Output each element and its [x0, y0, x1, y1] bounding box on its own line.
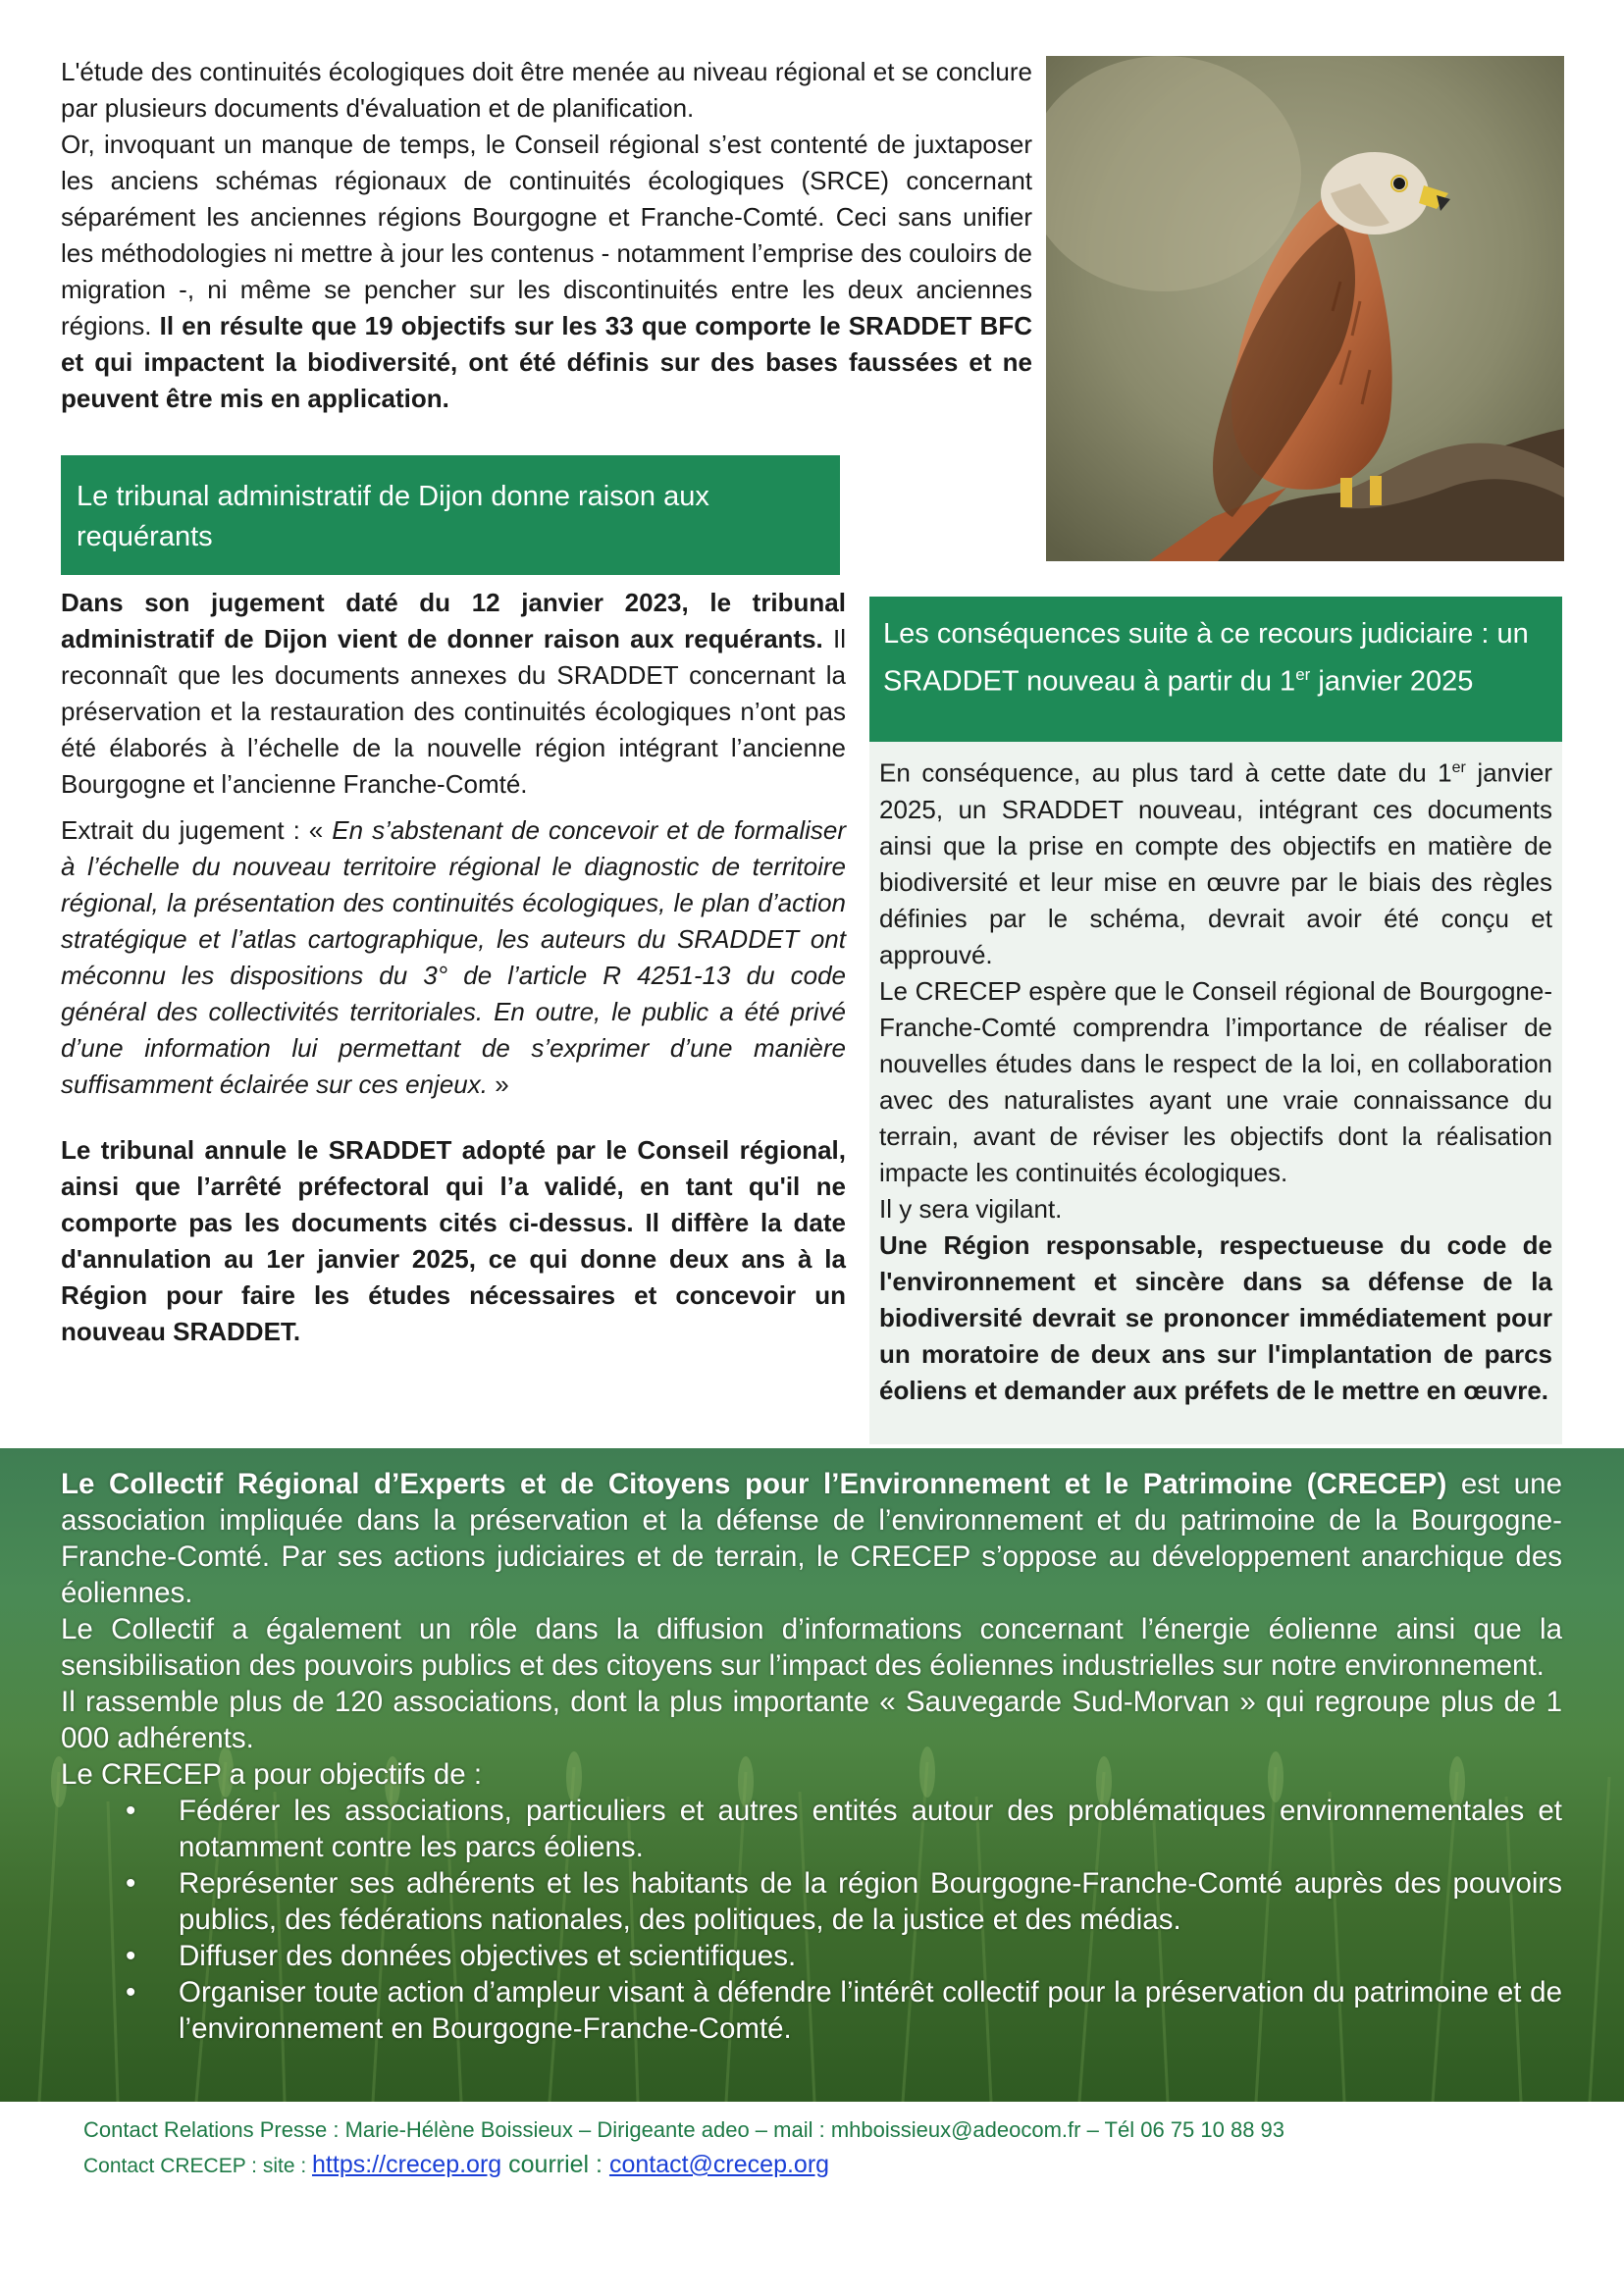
judgment-paragraph [61, 585, 846, 803]
contact-footer [83, 2113, 1555, 2184]
intro-conclusion-bold: Il en résulte que 19 objectifs sur les 33 que comporte le SRADDET BFC et qui impactent la biodiversité, ont été définis sur des bases faussées et ne peuvent être mis en application. [61, 311, 1032, 413]
crecep-site-link[interactable]: https://crecep.org [312, 2151, 502, 2178]
objective-item: • Fédérer les associations, particuliers et autres entités autour des problématiques environnementales et notamment contre les parcs éoliens. [61, 1793, 1562, 1865]
intro-paragraph-1: L'étude des continuités écologiques doit être menée au niveau régional et se conclure par plusieurs documents d'évaluation et de planification. [61, 57, 1032, 123]
crecep-full-name: Le Collectif Régional d’Experts et de Citoyens pour l’Environnement et le Patrimoine (CRECEP) [61, 1468, 1447, 1500]
judgment-extract-lead: Extrait du jugement : « [61, 815, 333, 845]
consequences-heading [869, 597, 1562, 742]
press-contact: Contact Relations Presse : Marie-Hélène Boissieux – Dirigeante adeo – mail : mhboissieux@adeocom.fr – Tél 06 75 10 88 93 [83, 2117, 1285, 2142]
consequences-heading-sup: er [1295, 665, 1311, 684]
crecep-contact [83, 2147, 1555, 2184]
intro-paragraph-2-text: Or, invoquant un manque de temps, le Conseil régional s’est contenté de juxtaposer les anciens schémas régionaux de continuités écologiques (SRCE) concernant séparément les anciennes régions Bourgogne et Franche-Comté. Ceci sans unifier les méthodologies ni mettre à jour les contenus - notamment l’emprise des couloirs de migration -, ni même se pencher sur les discontinuités entre les deux anciennes régions. [61, 130, 1032, 340]
tribunal-section [61, 585, 846, 1360]
judgment-lead-bold: Dans son jugement daté du 12 janvier 2023, le tribunal administratif de Dijon vient de donner raison aux requérants. [61, 588, 846, 653]
objective-item: • Représenter ses adhérents et les habitants de la région Bourgogne-Franche-Comté auprès des pouvoirs publics, des fédérations nationales, des politiques, de la justice et des médias. [61, 1865, 1562, 1938]
tribunal-heading-text: Le tribunal administratif de Dijon donne raison aux requérants [77, 481, 709, 552]
crecep-members: Il rassemble plus de 120 associations, dont la plus importante « Sauvegarde Sud-Morvan » qui regroupe plus de 1 000 adhérents. [61, 1686, 1562, 1754]
consequences-p1-end: janvier 2025, un SRADDET nouveau, intégrant ces documents ainsi que la prise en compte des objectifs en matière de biodiversité et leur mise en œuvre par le biais des règles définies par le schéma, devrait avoir été conçu et approuvé. [879, 757, 1552, 969]
judgment-extract-end: » [487, 1069, 509, 1099]
crecep-description [61, 1466, 1562, 2047]
crecep-intro [61, 1466, 1562, 1611]
judgment-extract-quote: En s’abstenant de concevoir et de formaliser à l’échelle du nouveau territoire régional le diagnostic de territoire régional, la présentation des continuités écologiques, le plan d’action stratégique et l’atlas cartographique, les auteurs du SRADDET ont méconnu les dispositions du 3° de l’article R 4251-13 du code général des collectivités territoriales. En outre, le public a été privé d’une information lui permettant de s’exprimer d’une manière suffisamment éclairée sur ces enjeux. [61, 815, 846, 1099]
crecep-banner [0, 1448, 1624, 2102]
consequences-heading-text: Les conséquences suite à ce recours judiciaire : un SRADDET nouveau à partir du 1 [883, 618, 1529, 698]
crecep-contact-lead: Contact CRECEP : site : [83, 2155, 313, 2177]
crecep-objectives-list [61, 1793, 1562, 2047]
judgment-text: Il reconnaît que les documents annexes du SRADDET concernant la préservation et la restauration des continuités écologiques n’ont pas été élaborés à l’échelle de la nouvelle région intégrant l’ancienne Bourgogne et l’ancienne Franche-Comté. [61, 624, 846, 799]
intro-paragraph-2 [61, 127, 1032, 417]
objective-item: • Diffuser des données objectives et scientifiques. [61, 1938, 1562, 1974]
crecep-objectives-lead: Le CRECEP a pour objectifs de : [61, 1758, 483, 1791]
objective-item: • Organiser toute action d’ampleur visant à défendre l’intérêt collectif pour la préservation du patrimoine et de l’environnement en Bourgogne-Franche-Comté. [61, 1974, 1562, 2047]
consequences-paragraph-4: Une Région responsable, respectueuse du code de l'environnement et sincère dans sa défense de la biodiversité devrait se prononcer immédiatement pour un moratoire de deux ans sur l'implantation de parcs éoliens et demander aux préfets de le mettre en œuvre. [879, 1229, 1552, 1405]
consequences-paragraph-1 [879, 750, 1552, 973]
consequences-box [869, 742, 1562, 1444]
consequences-heading-end: janvier 2025 [1310, 665, 1474, 698]
annulment-paragraph: Le tribunal annule le SRADDET adopté par le Conseil régional, ainsi que l’arrêté préfectoral qui l’a validé, en tant qu'il ne comporte pas les documents cités ci-dessus. Il diffère la date d'annulation au 1er janvier 2025, ce qui donne deux ans à la Région pour faire les études nécessaires et concevoir un nouveau SRADDET. [61, 1135, 846, 1346]
judgment-extract [61, 812, 846, 1103]
tribunal-heading [61, 455, 840, 575]
email-lead: courriel : [501, 2151, 609, 2178]
intro-section [61, 54, 1032, 417]
consequences-paragraph-3: Il y sera vigilant. [879, 1193, 1063, 1224]
consequences-paragraph-2: Le CRECEP espère que le Conseil régional de Bourgogne-Franche-Comté comprendra l’importance de réaliser de nouvelles études dans le respect de la loi, en collaboration avec des naturalistes ayant une vraie connaissance du terrain, avant de réviser les objectifs dont la réalisation impacte les continuités écologiques. [879, 975, 1552, 1187]
crecep-role: Le Collectif a également un rôle dans la diffusion d’informations concernant l’énergie éolienne ainsi que la sensibilisation des pouvoirs publics et des citoyens sur l’impact des éoliennes industrielles sur notre environnement. [61, 1613, 1562, 1682]
consequences-p1-start: En conséquence, au plus tard à cette date du 1 [879, 757, 1452, 788]
crecep-intro-text: est une association impliquée dans la préservation et la défense de l’environnement et du patrimoine de la Bourgogne-Franche-Comté. Par ses actions judiciaires et de terrain, le CRECEP s’oppose au développement anarchique des éoliennes. [61, 1468, 1562, 1609]
crecep-email-link[interactable]: contact@crecep.org [608, 2151, 830, 2178]
red-kite-photo [1046, 56, 1564, 561]
consequences-p1-sup: er [1451, 759, 1466, 776]
